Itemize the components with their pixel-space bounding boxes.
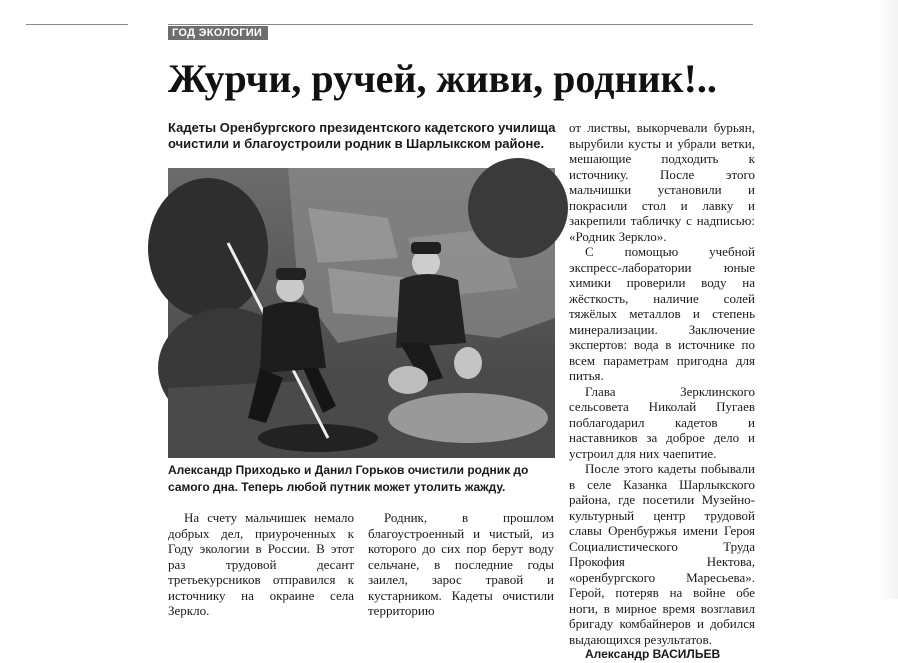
page-edge xyxy=(880,0,898,599)
text-column-2 xyxy=(368,510,554,618)
article-photo xyxy=(168,168,555,458)
section-rubric: ГОД ЭКОЛОГИИ xyxy=(168,26,268,40)
paragraph: Родник, в прошлом благоустроенный и чистый, из которого до сих пор берут воду сельчане, в последние годы заилел, зарос травой и кустарником. Кадеты очистили территорию xyxy=(368,510,554,618)
paragraph: После этого кадеты побывали в селе Казанка Шарлыкского района, где посетили Музейно-культурный центр трудовой славы Оренбуржья имени Героя Социалистического Труда Прокофия Нектова, «оренбургского Маресьева». Герой, потеряв на войне обе ноги, в мирное время возглавил бригаду комбайнеров и добился выдающихся результатов. xyxy=(569,461,755,647)
paragraph: На счету мальчишек немало добрых дел, приуроченных к Году экологии в России. В этот раз трудовой десант третьекурсников отправился к источнику на окраине села Зеркло. xyxy=(168,510,354,618)
author-signature: Александр ВАСИЛЬЕВ xyxy=(585,647,721,661)
photo-caption: Александр Приходько и Данил Горьков очистили родник до самого дна. Теперь любой путник может утолить жажду. xyxy=(168,463,529,494)
text-column-1 xyxy=(168,510,354,618)
text-column-3 xyxy=(569,120,755,661)
top-rule xyxy=(168,24,753,25)
article-headline: Журчи, ручей, живи, родник!.. xyxy=(168,56,717,101)
paragraph: С помощью учебной экспресс-лаборатории юные химики проверили воду на жёсткость, наличие солей тяжёлых металлов и степень минерализации. Заключение экспертов: вода в источнике по всем параметрам пригодна для питья. xyxy=(569,244,755,383)
paragraph: Глава Зерклинского сельсовета Николай Пугаев поблагодарил кадетов и наставников за доброе дело и устроил для них чаепитие. xyxy=(569,383,755,461)
photo-illustration xyxy=(168,168,555,458)
article-lead: Кадеты Оренбургского президентского кадетского училища очистили и благоустроили родник в Шарлыкском районе. xyxy=(168,120,556,151)
top-rule-left xyxy=(26,24,128,25)
paragraph: от листвы, выкорчевали бурьян, вырубили кусты и убрали ветки, мешающие подходить к источнику. После этого мальчишки установили и покрасили стол и лавку и закрепили табличку с надписью: «Родник Зеркло». xyxy=(569,120,755,244)
